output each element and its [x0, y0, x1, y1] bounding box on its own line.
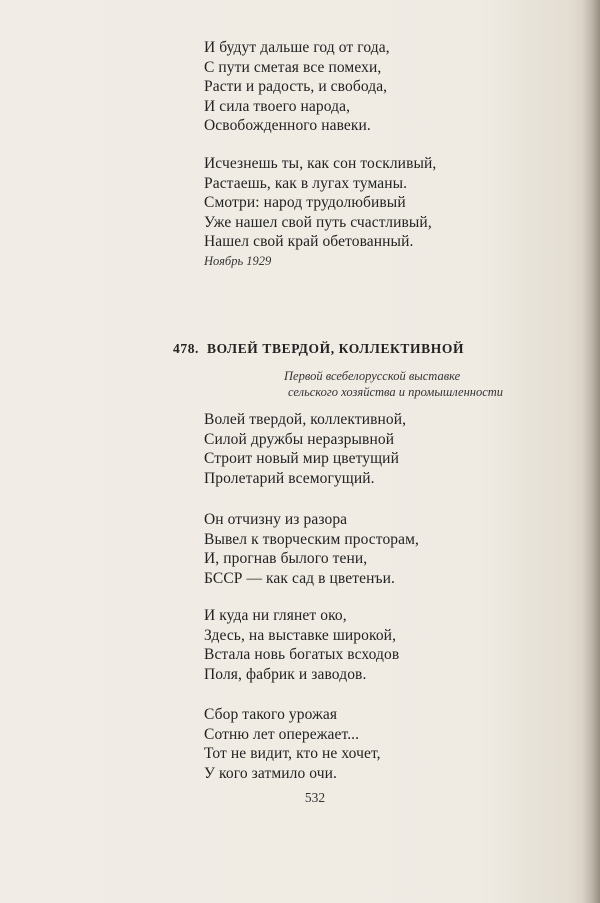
page-edge-shadow [582, 0, 600, 903]
verse-line: Волей твердой, коллективной, [204, 411, 407, 428]
stanza-4 [204, 510, 419, 588]
poem-dateline: Ноябрь 1929 [204, 254, 272, 268]
poem-number: 478. [173, 341, 200, 356]
verse-line: Строит новый мир цветущий [204, 450, 399, 467]
verse-line: Здесь, на выставке широкой, [204, 626, 397, 644]
stanza-5 [204, 606, 399, 684]
verse-line: Уже нашел свой путь счастливый, [204, 213, 432, 231]
stanza-2 [204, 154, 436, 252]
verse-line: И сила твоего народа, [204, 97, 351, 115]
verse-line: Пролетарий всемогущий. [204, 469, 375, 487]
page-number: 532 [304, 790, 326, 805]
poem-epigraph [284, 368, 503, 400]
verse-line: БССР — как сад в цветенъи. [204, 569, 395, 587]
verse-line: Тот не видит, кто не хочет, [204, 745, 381, 762]
verse-line: С пути сметая все помехи, [204, 58, 382, 76]
verse-line: Исчезнешь ты, как сон тоскливый, [204, 155, 437, 172]
verse-line: Освобожденного навеки. [204, 117, 371, 134]
verse-line: Сотню лет опережает... [204, 725, 360, 743]
epigraph-line: сельского хозяйства и промышленности [288, 385, 504, 399]
verse-line: Поля, фабрик и заводов. [204, 665, 367, 683]
stanza-3 [204, 410, 406, 488]
verse-line: Сбор такого урожая [204, 706, 338, 723]
epigraph-line: Первой всебелорусской выставке [284, 369, 461, 383]
verse-line: Нашел свой край обетованный. [204, 233, 414, 250]
stanza-6 [204, 705, 381, 783]
poem-title: ВОЛЕЙ ТВЕРДОЙ, КОЛЛЕКТИВНОЙ [207, 341, 465, 356]
verse-line: И куда ни глянет око, [204, 607, 347, 624]
verse-line: Расти и радость, и свобода, [204, 78, 388, 95]
verse-line: У кого затмило очи. [204, 764, 337, 782]
verse-line: Силой дружбы неразрывной [204, 430, 395, 448]
verse-line: Встала новь богатых всходов [204, 646, 400, 663]
verse-line: Смотри: народ трудолюбивый [204, 194, 406, 211]
verse-line: И будут дальше год от года, [204, 39, 390, 56]
verse-line: Растаешь, как в лугах туманы. [204, 174, 408, 192]
verse-line: Он отчизну из разора [204, 511, 348, 528]
verse-line: Вывел к творческим просторам, [204, 530, 420, 548]
verse-line: И, прогнав былого тени, [204, 550, 368, 567]
stanza-1 [204, 38, 390, 136]
poem-heading [173, 341, 464, 357]
